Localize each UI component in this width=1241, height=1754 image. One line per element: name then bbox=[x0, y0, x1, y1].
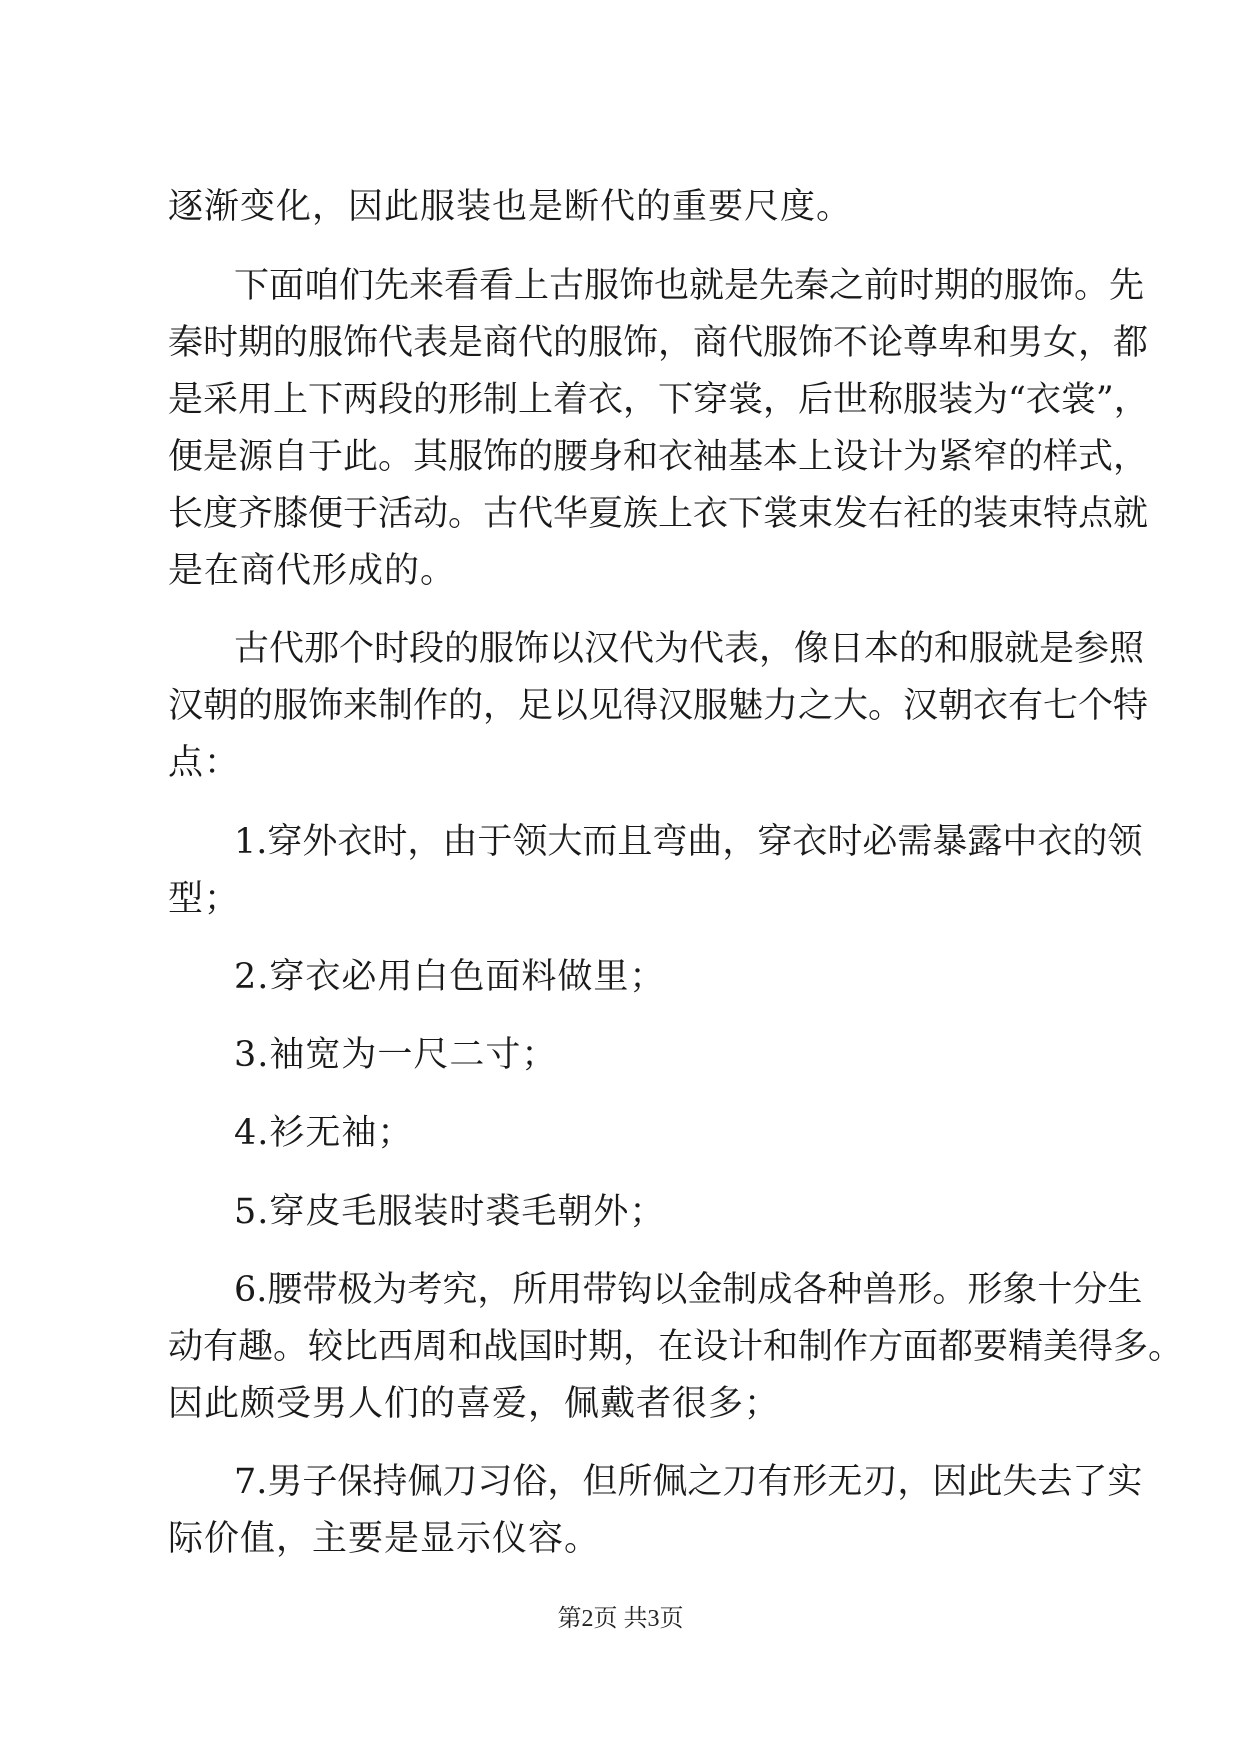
paragraph-line: 下面咱们先来看看上古服饰也就是先秦之前时期的服饰。先 bbox=[234, 266, 1145, 306]
paragraph-line: 是在商代形成的。 bbox=[168, 551, 457, 591]
paragraph-line: 汉朝的服饰来制作的，足以见得汉服魅力之大。汉朝衣有七个特 bbox=[168, 686, 1149, 726]
list-item-line: 际价值，主要是显示仪容。 bbox=[168, 1519, 601, 1559]
list-item-line: 1.穿外衣时，由于领大而且弯曲，穿衣时必需暴露中衣的领 bbox=[234, 822, 1143, 862]
list-item-line: 动有趣。较比西周和战国时期，在设计和制作方面都要精美得多。 bbox=[168, 1327, 1184, 1367]
list-item-line: 7.男子保持佩刀习俗，但所佩之刀有形无刃，因此失去了实 bbox=[234, 1462, 1143, 1502]
list-item-line: 6.腰带极为考究，所用带钩以金制成各种兽形。形象十分生 bbox=[234, 1270, 1143, 1310]
list-item-line: 型； bbox=[168, 879, 241, 919]
document-page bbox=[168, 0, 1184, 1754]
paragraph-line: 是采用上下两段的形制上着衣，下穿裳，后世称服装为“衣裳”， bbox=[168, 380, 1149, 420]
paragraph-line: 点： bbox=[168, 743, 241, 783]
list-item-line: 2.穿衣必用白色面料做里； bbox=[234, 957, 666, 997]
paragraph-line: 秦时期的服饰代表是商代的服饰，商代服饰不论尊卑和男女，都 bbox=[168, 323, 1149, 363]
paragraph-line: 古代那个时段的服饰以汉代为代表，像日本的和服就是参照 bbox=[234, 629, 1145, 669]
page-number-footer: 第2页 共3页 bbox=[557, 1606, 684, 1632]
list-item-line: 5.穿皮毛服装时裘毛朝外； bbox=[234, 1192, 666, 1232]
list-item-line: 3.袖宽为一尺二寸； bbox=[234, 1035, 558, 1075]
list-item-line: 4.衫无袖； bbox=[234, 1113, 414, 1153]
paragraph-line: 逐渐变化，因此服装也是断代的重要尺度。 bbox=[168, 187, 853, 227]
paragraph-line: 便是源自于此。其服饰的腰身和衣袖基本上设计为紧窄的样式， bbox=[168, 437, 1149, 477]
list-item-line: 因此颇受男人们的喜爱，佩戴者很多； bbox=[168, 1384, 781, 1424]
paragraph-line: 长度齐膝便于活动。古代华夏族上衣下裳束发右衽的装束特点就 bbox=[168, 494, 1149, 534]
